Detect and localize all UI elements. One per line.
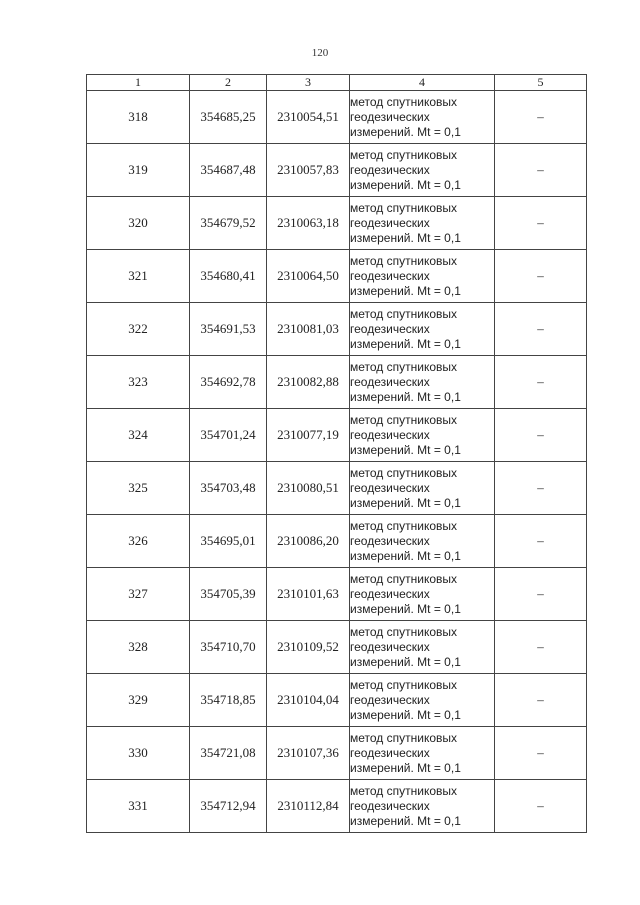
point-number-cell: 318 <box>87 91 190 144</box>
point-number-cell: 323 <box>87 356 190 409</box>
method-description-line: геодезических <box>350 162 430 177</box>
x-coordinate-cell: 354718,85 <box>190 674 267 727</box>
point-number-cell: 322 <box>87 303 190 356</box>
header-cell-col-4: 4 <box>350 75 495 91</box>
method-description-line: метод спутниковых <box>350 677 458 692</box>
x-coordinate-cell: 354703,48 <box>190 462 267 515</box>
table-row <box>87 409 587 462</box>
x-coordinate-cell: 354685,25 <box>190 91 267 144</box>
method-description-line: измерений. Mt = 0,1 <box>350 495 461 510</box>
x-coordinate-cell: 354687,48 <box>190 144 267 197</box>
method-description-line: измерений. Mt = 0,1 <box>350 230 461 245</box>
extra-value-cell: – <box>495 780 587 833</box>
method-description-cell <box>350 91 495 144</box>
y-coordinate-cell: 2310054,51 <box>267 91 350 144</box>
method-description-line: измерений. Mt = 0,1 <box>350 336 461 351</box>
point-number-cell: 331 <box>87 780 190 833</box>
table-row <box>87 462 587 515</box>
header-cell-col-5: 5 <box>495 75 587 91</box>
extra-value-cell: – <box>495 197 587 250</box>
method-description-line: геодезических <box>350 533 430 548</box>
point-number-cell: 328 <box>87 621 190 674</box>
table-row <box>87 250 587 303</box>
method-description-line: измерений. Mt = 0,1 <box>350 177 461 192</box>
table-row <box>87 621 587 674</box>
header-cell-col-2: 2 <box>190 75 267 91</box>
table-row <box>87 727 587 780</box>
method-description-line: метод спутниковых <box>350 624 458 639</box>
table-row <box>87 356 587 409</box>
method-description-cell <box>350 197 495 250</box>
header-cell-col-1: 1 <box>87 75 190 91</box>
method-description-cell <box>350 568 495 621</box>
extra-value-cell: – <box>495 674 587 727</box>
point-number-cell: 324 <box>87 409 190 462</box>
method-description-line: измерений. Mt = 0,1 <box>350 548 461 563</box>
extra-value-cell: – <box>495 144 587 197</box>
method-description-line: геодезических <box>350 321 430 336</box>
method-description-cell <box>350 515 495 568</box>
y-coordinate-cell: 2310063,18 <box>267 197 350 250</box>
point-number-cell: 319 <box>87 144 190 197</box>
x-coordinate-cell: 354710,70 <box>190 621 267 674</box>
method-description-line: метод спутниковых <box>350 412 458 427</box>
method-description-line: геодезических <box>350 480 430 495</box>
method-description-cell <box>350 409 495 462</box>
y-coordinate-cell: 2310057,83 <box>267 144 350 197</box>
point-number-cell: 327 <box>87 568 190 621</box>
method-description-line: метод спутниковых <box>350 147 458 162</box>
method-description-line: метод спутниковых <box>350 200 458 215</box>
table-row <box>87 515 587 568</box>
header-cell-col-3: 3 <box>267 75 350 91</box>
y-coordinate-cell: 2310080,51 <box>267 462 350 515</box>
coordinates-table-body <box>87 75 587 833</box>
extra-value-cell: – <box>495 303 587 356</box>
method-description-line: метод спутниковых <box>350 783 458 798</box>
table-row <box>87 197 587 250</box>
method-description-cell <box>350 250 495 303</box>
y-coordinate-cell: 2310086,20 <box>267 515 350 568</box>
point-number-cell: 326 <box>87 515 190 568</box>
extra-value-cell: – <box>495 356 587 409</box>
method-description-line: измерений. Mt = 0,1 <box>350 760 461 775</box>
extra-value-cell: – <box>495 621 587 674</box>
table-row <box>87 144 587 197</box>
extra-value-cell: – <box>495 409 587 462</box>
method-description-line: метод спутниковых <box>350 253 458 268</box>
method-description-line: геодезических <box>350 586 430 601</box>
method-description-line: метод спутниковых <box>350 571 458 586</box>
method-description-line: измерений. Mt = 0,1 <box>350 389 461 404</box>
y-coordinate-cell: 2310112,84 <box>267 780 350 833</box>
method-description-line: метод спутниковых <box>350 359 458 374</box>
method-description-line: метод спутниковых <box>350 465 458 480</box>
extra-value-cell: – <box>495 727 587 780</box>
x-coordinate-cell: 354721,08 <box>190 727 267 780</box>
table-row <box>87 568 587 621</box>
extra-value-cell: – <box>495 91 587 144</box>
x-coordinate-cell: 354692,78 <box>190 356 267 409</box>
method-description-line: измерений. Mt = 0,1 <box>350 124 461 139</box>
method-description-line: измерений. Mt = 0,1 <box>350 654 461 669</box>
x-coordinate-cell: 354705,39 <box>190 568 267 621</box>
table-row <box>87 674 587 727</box>
x-coordinate-cell: 354695,01 <box>190 515 267 568</box>
point-number-cell: 321 <box>87 250 190 303</box>
method-description-line: метод спутниковых <box>350 94 458 109</box>
method-description-line: геодезических <box>350 692 430 707</box>
method-description-line: метод спутниковых <box>350 518 458 533</box>
x-coordinate-cell: 354701,24 <box>190 409 267 462</box>
y-coordinate-cell: 2310082,88 <box>267 356 350 409</box>
method-description-line: измерений. Mt = 0,1 <box>350 813 461 828</box>
point-number-cell: 330 <box>87 727 190 780</box>
method-description-cell <box>350 144 495 197</box>
point-number-cell: 325 <box>87 462 190 515</box>
method-description-line: геодезических <box>350 374 430 389</box>
page-number: 120 <box>311 47 329 59</box>
y-coordinate-cell: 2310101,63 <box>267 568 350 621</box>
method-description-line: измерений. Mt = 0,1 <box>350 442 461 457</box>
table-header-row <box>87 75 587 91</box>
method-description-line: геодезических <box>350 215 430 230</box>
y-coordinate-cell: 2310064,50 <box>267 250 350 303</box>
coordinates-table <box>86 74 587 833</box>
method-description-line: измерений. Mt = 0,1 <box>350 601 461 616</box>
method-description-cell <box>350 356 495 409</box>
extra-value-cell: – <box>495 515 587 568</box>
table-row <box>87 303 587 356</box>
x-coordinate-cell: 354691,53 <box>190 303 267 356</box>
method-description-line: геодезических <box>350 109 430 124</box>
table-row <box>87 91 587 144</box>
method-description-line: геодезических <box>350 639 430 654</box>
method-description-cell <box>350 462 495 515</box>
method-description-line: измерений. Mt = 0,1 <box>350 707 461 722</box>
method-description-line: метод спутниковых <box>350 730 458 745</box>
method-description-line: геодезических <box>350 427 430 442</box>
point-number-cell: 329 <box>87 674 190 727</box>
y-coordinate-cell: 2310109,52 <box>267 621 350 674</box>
extra-value-cell: – <box>495 568 587 621</box>
table-row <box>87 780 587 833</box>
x-coordinate-cell: 354712,94 <box>190 780 267 833</box>
method-description-line: измерений. Mt = 0,1 <box>350 283 461 298</box>
method-description-cell <box>350 621 495 674</box>
y-coordinate-cell: 2310077,19 <box>267 409 350 462</box>
y-coordinate-cell: 2310081,03 <box>267 303 350 356</box>
extra-value-cell: – <box>495 250 587 303</box>
method-description-line: геодезических <box>350 268 430 283</box>
method-description-line: метод спутниковых <box>350 306 458 321</box>
method-description-cell <box>350 780 495 833</box>
point-number-cell: 320 <box>87 197 190 250</box>
x-coordinate-cell: 354679,52 <box>190 197 267 250</box>
method-description-line: геодезических <box>350 745 430 760</box>
y-coordinate-cell: 2310104,04 <box>267 674 350 727</box>
x-coordinate-cell: 354680,41 <box>190 250 267 303</box>
method-description-cell <box>350 727 495 780</box>
method-description-cell <box>350 674 495 727</box>
method-description-cell <box>350 303 495 356</box>
extra-value-cell: – <box>495 462 587 515</box>
method-description-line: геодезических <box>350 798 430 813</box>
y-coordinate-cell: 2310107,36 <box>267 727 350 780</box>
